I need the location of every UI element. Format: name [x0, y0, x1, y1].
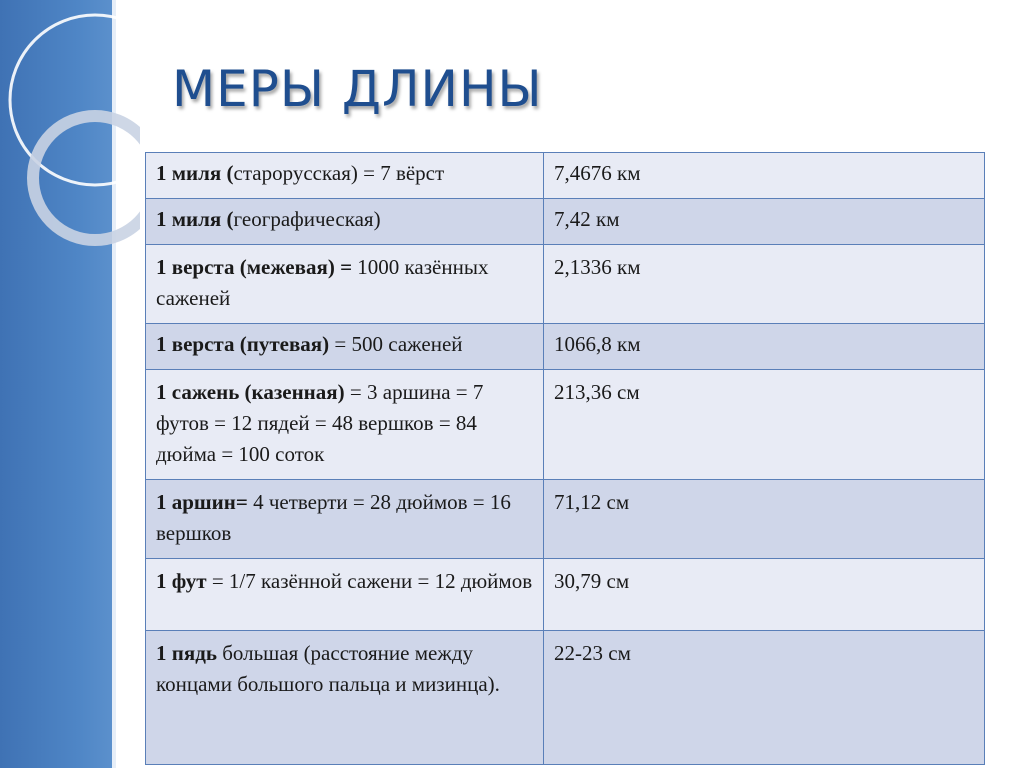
- measure-value: 7,42 км: [544, 199, 985, 245]
- measure-value: 71,12 см: [544, 480, 985, 559]
- measure-name: 1 миля (: [156, 161, 234, 185]
- measure-value: 213,36 см: [544, 370, 985, 480]
- measure-description: 4 четверти = 28 дюймов = 16 вершков: [156, 490, 511, 545]
- table-row: [146, 370, 985, 480]
- table-row: [146, 153, 985, 199]
- measure-cell: [146, 245, 544, 324]
- measure-name: 1 верста (путевая): [156, 332, 330, 356]
- measure-cell: [146, 631, 544, 765]
- measure-name: 1 пядь: [156, 641, 217, 665]
- table-row: [146, 199, 985, 245]
- measure-name: 1 аршин=: [156, 490, 248, 514]
- length-measures-table: [145, 152, 985, 765]
- decorative-circles: [0, 0, 140, 260]
- measure-name: 1 верста (межевая) =: [156, 255, 358, 279]
- measure-description: географическая): [233, 207, 381, 231]
- measure-value: 7,4676 км: [544, 153, 985, 199]
- table-row: [146, 324, 985, 370]
- measure-name: 1 сажень (казенная): [156, 380, 345, 404]
- measure-value: 22-23 см: [544, 631, 985, 765]
- measure-cell: [146, 153, 544, 199]
- measure-name: 1 миля (: [156, 207, 234, 231]
- deco-circle-large: [10, 15, 140, 185]
- measure-description: = 3 аршина = 7 футов = 12 пядей = 48 вершков = 84 дюйма = 100 соток: [156, 380, 484, 466]
- measure-description: = 500 саженей: [329, 332, 463, 356]
- table-row: [146, 631, 985, 765]
- measure-value: 2,1336 км: [544, 245, 985, 324]
- measure-cell: [146, 559, 544, 631]
- measure-name: 1 фут: [156, 569, 207, 593]
- measure-cell: [146, 324, 544, 370]
- table-row: [146, 559, 985, 631]
- measure-cell: [146, 370, 544, 480]
- measure-cell: [146, 199, 544, 245]
- table-row: [146, 245, 985, 324]
- measure-cell: [146, 480, 544, 559]
- measure-value: 1066,8 км: [544, 324, 985, 370]
- measure-value: 30,79 см: [544, 559, 985, 631]
- table-row: [146, 480, 985, 559]
- page-title: МЕРЫ ДЛИНЫ: [172, 60, 543, 118]
- measure-description: 1000 казённых саженей: [156, 255, 489, 310]
- measure-description: старорусская) = 7 вёрст: [233, 161, 445, 185]
- measure-description: большая (расстояние между концами большого пальца и мизинца).: [156, 641, 500, 696]
- measure-description: = 1/7 казённой сажени = 12 дюймов: [206, 569, 533, 593]
- deco-circle-ring: [33, 116, 140, 240]
